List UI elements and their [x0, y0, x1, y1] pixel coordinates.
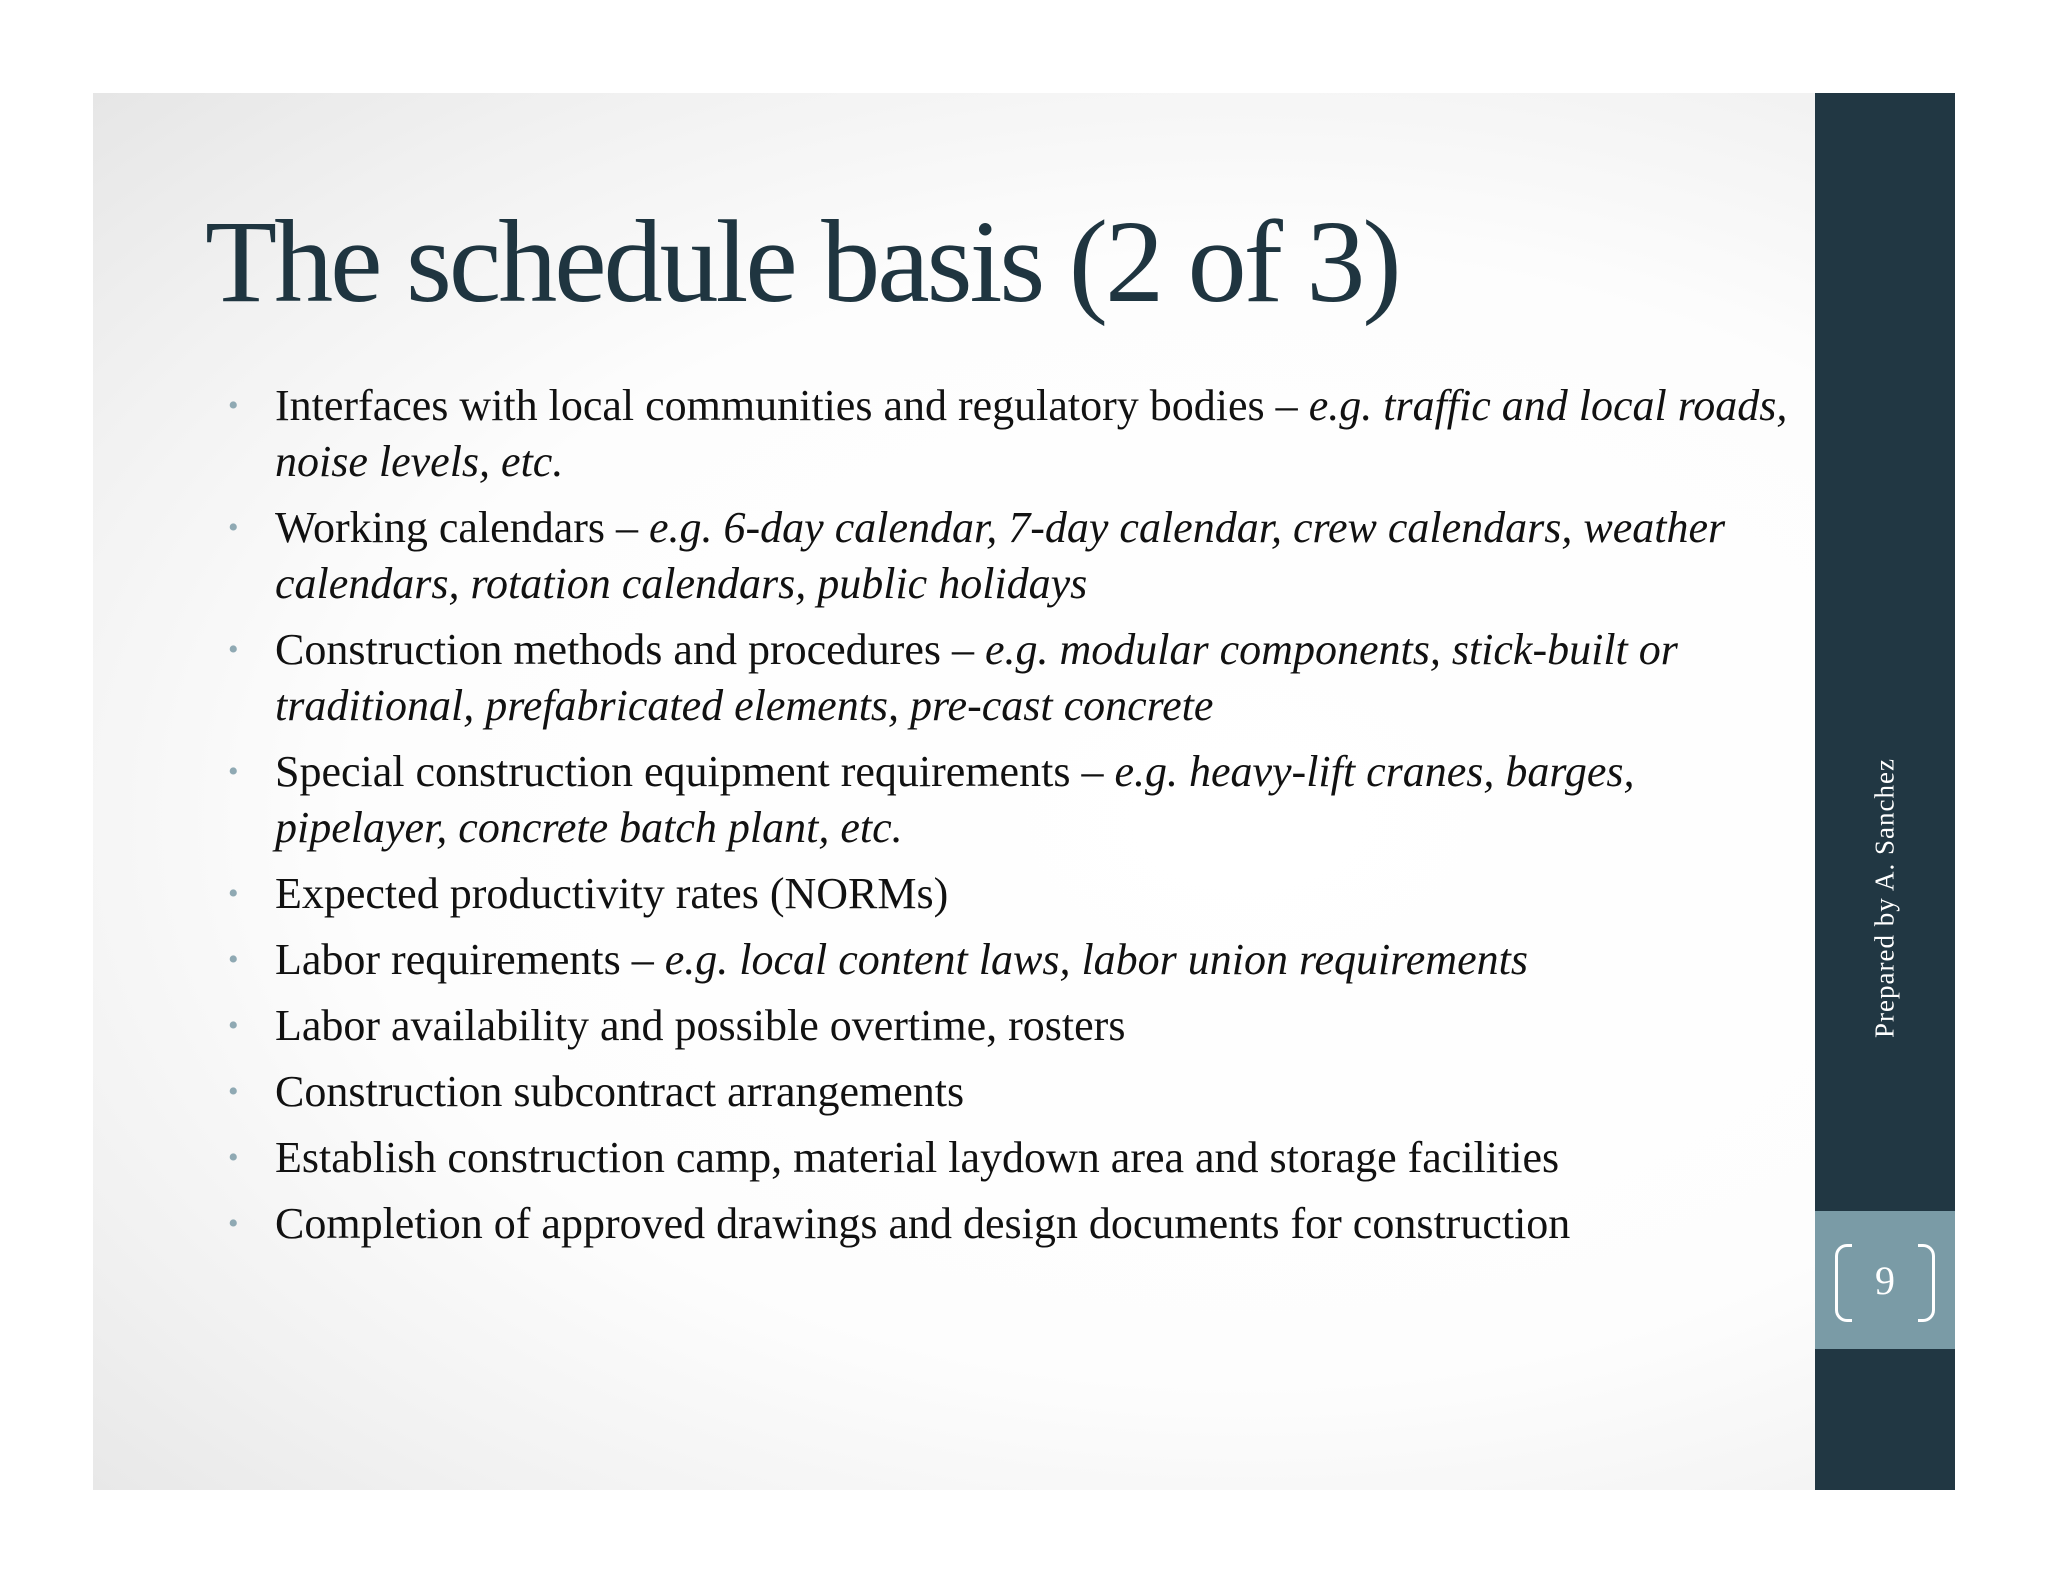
- bullet-text: Special construction equipment requirements –: [275, 747, 1115, 796]
- bullet-item: [228, 378, 1815, 490]
- bullet-example: e.g. local content laws, labor union requirements: [664, 935, 1528, 984]
- bullet-text: Labor requirements –: [275, 935, 665, 984]
- bullet-dot-icon: •: [228, 943, 239, 976]
- bullet-item: [228, 1064, 1815, 1120]
- bullet-dot-icon: •: [228, 1075, 239, 1108]
- bullet-list: [228, 378, 1815, 1262]
- bullet-item: [228, 744, 1815, 856]
- bullet-text: Expected productivity rates (NORMs): [275, 869, 949, 918]
- bullet-item: [228, 500, 1815, 612]
- bullet-item: [228, 622, 1815, 734]
- bullet-dot-icon: •: [228, 1141, 239, 1174]
- bullet-item: [228, 932, 1815, 988]
- bullet-item: [228, 998, 1815, 1054]
- bullet-text: Labor availability and possible overtime, rosters: [275, 1001, 1126, 1050]
- bullet-text: Interfaces with local communities and regulatory bodies –: [275, 381, 1309, 430]
- bullet-item: [228, 1196, 1815, 1252]
- right-bracket-icon: [1918, 1244, 1935, 1322]
- bullet-dot-icon: •: [228, 1207, 239, 1240]
- bullet-dot-icon: •: [228, 877, 239, 910]
- sidebar: [1815, 93, 1955, 1490]
- bullet-text: Construction methods and procedures –: [275, 625, 985, 674]
- bullet-text: Working calendars –: [275, 503, 649, 552]
- bullet-item: [228, 1130, 1815, 1186]
- bullet-item: [228, 866, 1815, 922]
- slide-title: The schedule basis (2 of 3): [205, 196, 1399, 327]
- bullet-example: e.g. traffic and local roads, noise levels, etc.: [275, 381, 1788, 486]
- bullet-text: Construction subcontract arrangements: [275, 1067, 965, 1116]
- bullet-text: Completion of approved drawings and design documents for construction: [275, 1199, 1571, 1248]
- bullet-dot-icon: •: [228, 511, 239, 544]
- bullet-dot-icon: •: [228, 633, 239, 666]
- bullet-dot-icon: •: [228, 755, 239, 788]
- bullet-example: e.g. heavy-lift cranes, barges, pipelayer, concrete batch plant, etc.: [275, 747, 1635, 852]
- bullet-example: e.g. 6-day calendar, 7-day calendar, crew calendars, weather calendars, rotation calendars, public holidays: [275, 503, 1726, 608]
- page-number: 9: [1875, 1257, 1895, 1303]
- prepared-by-label: Prepared by A. Sanchez: [1869, 758, 1900, 1038]
- bullet-dot-icon: •: [228, 1009, 239, 1042]
- bullet-dot-icon: •: [228, 389, 239, 422]
- page-number-box: [1815, 1211, 1955, 1349]
- bullet-text: Establish construction camp, material laydown area and storage facilities: [275, 1133, 1560, 1182]
- bullet-example: e.g. modular components, stick-built or traditional, prefabricated elements, pre-cast concrete: [275, 625, 1678, 730]
- slide: [93, 93, 1955, 1490]
